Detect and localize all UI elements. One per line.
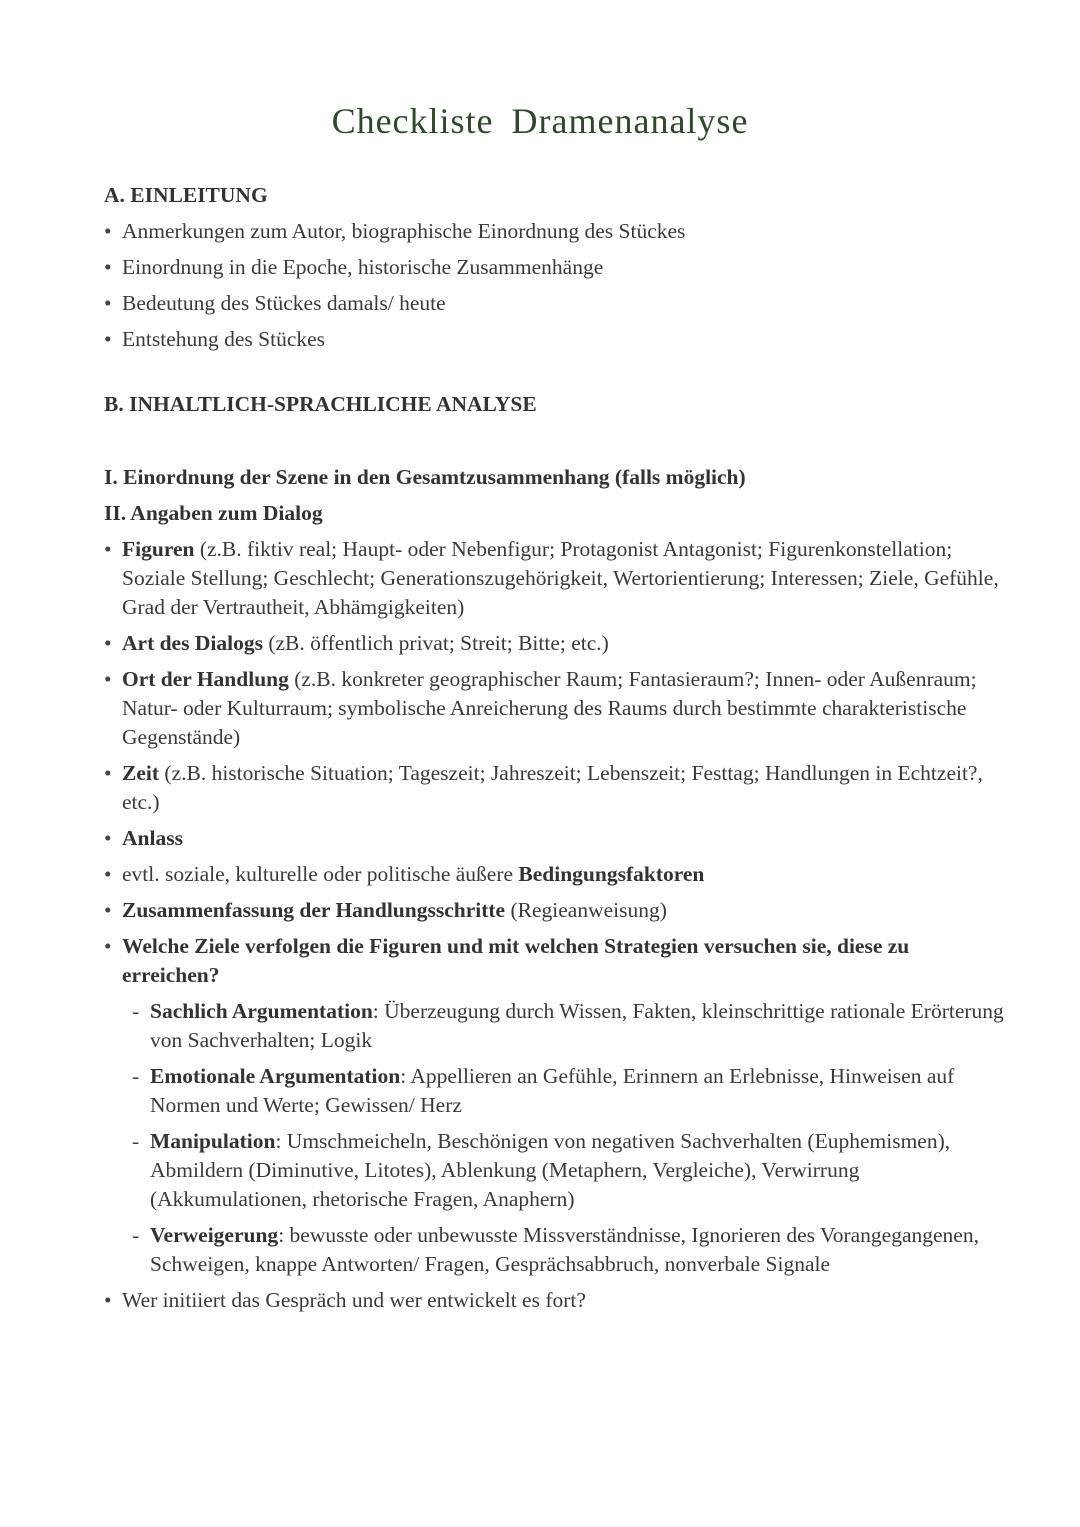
list-item: - Sachlich Argumentation: Überzeugung durch Wissen, Fakten, kleinschrittige rationale Erörterung von Sachverhalten; Logik: [132, 997, 1004, 1055]
list-item: • Welche Ziele verfolgen die Figuren und mit welchen Strategien versuchen sie, diese zu erreichen? - Sachlich Argumentation: Überzeugung durch Wissen, Fakten, kleinschrittige rationale Erörterung von Sachverhalten; Logik - Emotionale Argumentation: Appellieren an Gefühle, Erinnern an Erlebnisse, Hinweisen auf Normen und Werte; Gewissen/ Herz - Manipulation: Umschmeicheln, Beschönigen von negativen Sachverhalten (Euphemismen), Abmildern (Diminutive, Litotes), Ablenkung (Metaphern, Vergleiche), Verwirrung (Akkumulationen, rhetorische Fragen, Anaphern) - Verweigerung: bewusste oder unbewusste Missverständnisse, Ignorieren des Vorangegangenen, Schweigen, knappe Antworten/ Fragen, Gesprächsabbruch, nonverbale Signale: [104, 932, 1004, 1279]
section-a-heading: A. EINLEITUNG: [104, 183, 268, 207]
list-item: • Anmerkungen zum Autor, biographische Einordnung des Stückes: [104, 217, 1004, 246]
list-item: • Figuren (z.B. fiktiv real; Haupt- oder Nebenfigur; Protagonist Antagonist; Figurenkonstellation; Soziale Stellung; Geschlecht; Generationszugehörigkeit, Wertorientierung; Interessen; Ziele, Gefühle, Grad der Vertrautheit, Abhämgigkeiten): [104, 535, 1004, 622]
dialog-list: [104, 535, 1004, 1315]
page-title: Checkliste Dramenanalyse: [331, 101, 749, 141]
subsection-2-heading: II. Angaben zum Dialog: [104, 501, 323, 525]
list-item: - Verweigerung: bewusste oder unbewusste Missverständnisse, Ignorieren des Vorangegangenen, Schweigen, knappe Antworten/ Fragen, Gesprächsabbruch, nonverbale Signale: [132, 1221, 1004, 1279]
list-item: • evtl. soziale, kulturelle oder politische äußere Bedingungsfaktoren: [104, 860, 1004, 889]
list-item: - Emotionale Argumentation: Appellieren an Gefühle, Erinnern an Erlebnisse, Hinweisen auf Normen und Werte; Gewissen/ Herz: [132, 1062, 1004, 1120]
strategies-list: [132, 997, 1004, 1279]
list-item: • Wer initiiert das Gespräch und wer entwickelt es fort?: [104, 1286, 1004, 1315]
list-item: • Einordnung in die Epoche, historische Zusammenhänge: [104, 253, 1004, 282]
list-item: • Anlass: [104, 824, 1004, 853]
subsection-1-heading: I. Einordnung der Szene in den Gesamtzusammenhang (falls möglich): [104, 465, 746, 489]
section-a-list: [104, 217, 1004, 354]
list-item: • Zusammenfassung der Handlungsschritte (Regieanweisung): [104, 896, 1004, 925]
list-item: • Bedeutung des Stückes damals/ heute: [104, 289, 1004, 318]
list-item: - Manipulation: Umschmeicheln, Beschönigen von negativen Sachverhalten (Euphemismen), Abmildern (Diminutive, Litotes), Ablenkung (Metaphern, Vergleiche), Verwirrung (Akkumulationen, rhetorische Fragen, Anaphern): [132, 1127, 1004, 1214]
list-item: • Art des Dialogs (zB. öffentlich privat; Streit; Bitte; etc.): [104, 629, 1004, 658]
list-item: • Ort der Handlung (z.B. konkreter geographischer Raum; Fantasieraum?; Innen- oder Außenraum; Natur- oder Kulturraum; symbolische Anreicherung des Raums durch bestimmte charakteristische Gegenstände): [104, 665, 1004, 752]
section-b-heading: B. INHALTLICH-SPRACHLICHE ANALYSE: [104, 392, 537, 416]
document-body: [104, 181, 1004, 1322]
list-item: • Entstehung des Stückes: [104, 325, 1004, 354]
list-item: • Zeit (z.B. historische Situation; Tageszeit; Jahreszeit; Lebenszeit; Festtag; Handlungen in Echtzeit?, etc.): [104, 759, 1004, 817]
